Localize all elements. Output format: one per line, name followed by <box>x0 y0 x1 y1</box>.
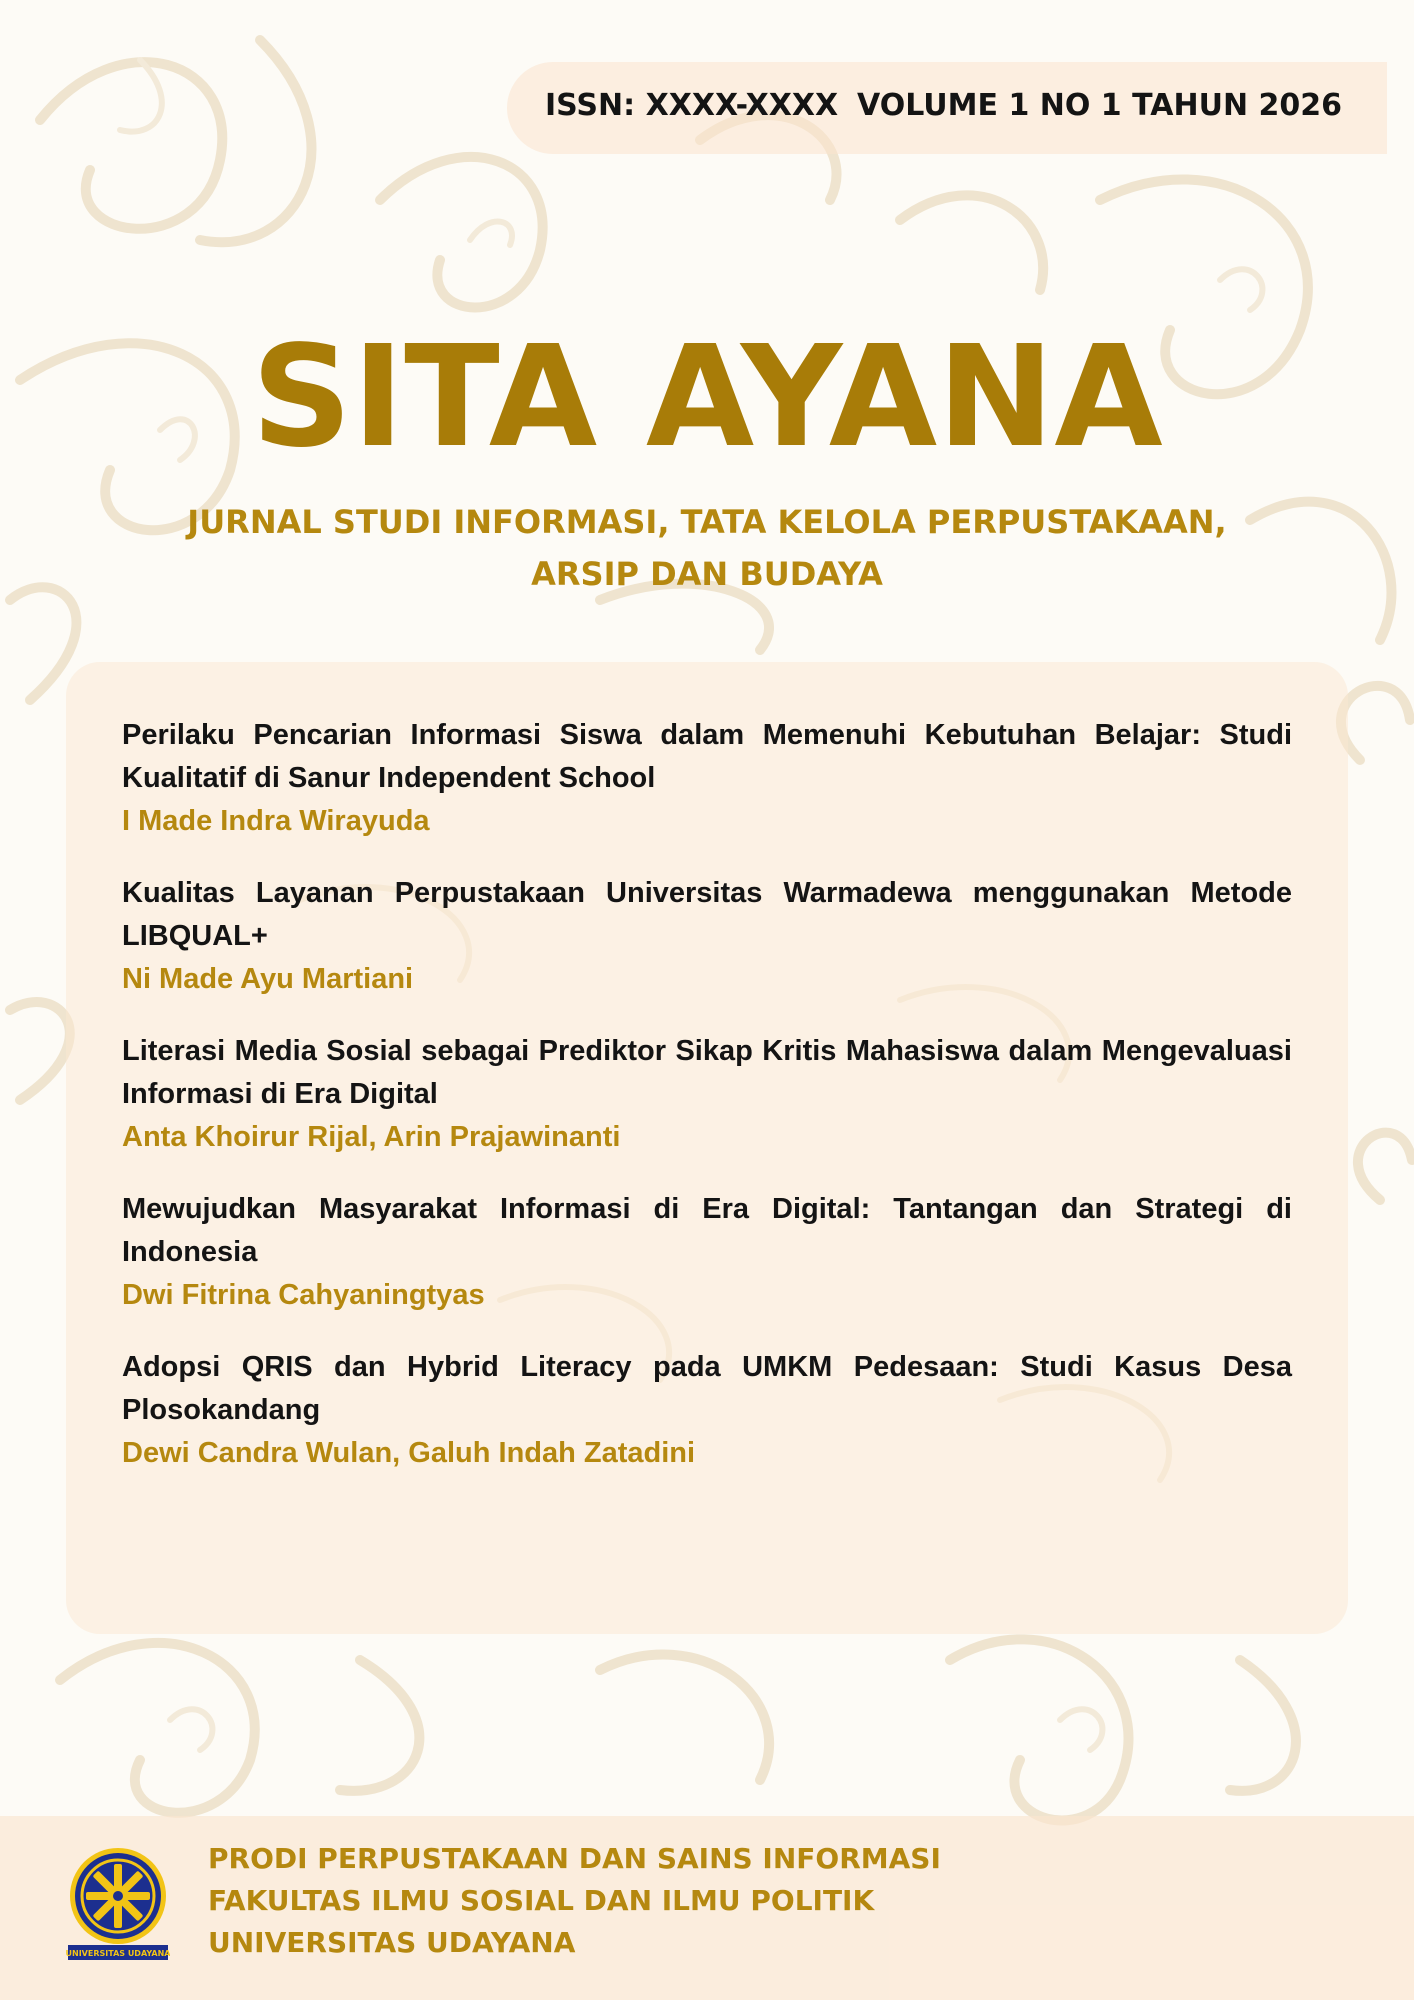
article-entry <box>122 714 1292 843</box>
article-title: Kualitas Layanan Perpustakaan Universitas Warmadewa menggunakan Metode LIBQUAL+ <box>122 877 1292 952</box>
journal-subtitle-line: ARSIP DAN BUDAYA <box>531 555 883 593</box>
logo-caption: UNIVERSITAS UDAYANA <box>66 1949 170 1958</box>
article-authors: Dwi Fitrina Cahyaningtyas <box>122 1279 485 1311</box>
article-title: Mewujudkan Masyarakat Informasi di Era Digital: Tantangan dan Strategi di Indonesia <box>122 1193 1292 1268</box>
article-list <box>122 714 1292 1504</box>
article-authors: Ni Made Ayu Martiani <box>122 963 414 995</box>
journal-subtitle-line: JURNAL STUDI INFORMASI, TATA KELOLA PERPUSTAKAAN, <box>187 503 1227 541</box>
article-authors: Anta Khoirur Rijal, Arin Prajawinanti <box>122 1121 621 1153</box>
volume-label: VOLUME 1 NO 1 TAHUN 2026 <box>857 88 1342 123</box>
institution-university: UNIVERSITAS UDAYANA <box>208 1926 576 1959</box>
institution-program: PRODI PERPUSTAKAAN DAN SAINS INFORMASI <box>208 1842 941 1875</box>
article-authors: Dewi Candra Wulan, Galuh Indah Zatadini <box>122 1437 696 1469</box>
journal-title: SITA AYANA <box>251 316 1163 479</box>
journal-subtitle <box>100 496 1314 600</box>
article-entry <box>122 1188 1292 1317</box>
issn-label: ISSN: XXXX-XXXX <box>545 88 839 123</box>
institution-block <box>208 1838 941 1964</box>
article-entry <box>122 1346 1292 1475</box>
institution-faculty: FAKULTAS ILMU SOSIAL DAN ILMU POLITIK <box>208 1884 875 1917</box>
article-title: Literasi Media Sosial sebagai Prediktor Sikap Kritis Mahasiswa dalam Mengevaluasi Informasi di Era Digital <box>122 1035 1292 1110</box>
article-title: Perilaku Pencarian Informasi Siswa dalam Memenuhi Kebutuhan Belajar: Studi Kualitatif di Sanur Independent School <box>122 719 1292 794</box>
university-emblem-icon <box>66 1846 170 1962</box>
article-entry <box>122 1030 1292 1159</box>
article-authors: I Made Indra Wirayuda <box>122 805 430 837</box>
article-entry <box>122 872 1292 1001</box>
article-title: Adopsi QRIS dan Hybrid Literacy pada UMKM Pedesaan: Studi Kasus Desa Plosokandang <box>122 1351 1292 1426</box>
